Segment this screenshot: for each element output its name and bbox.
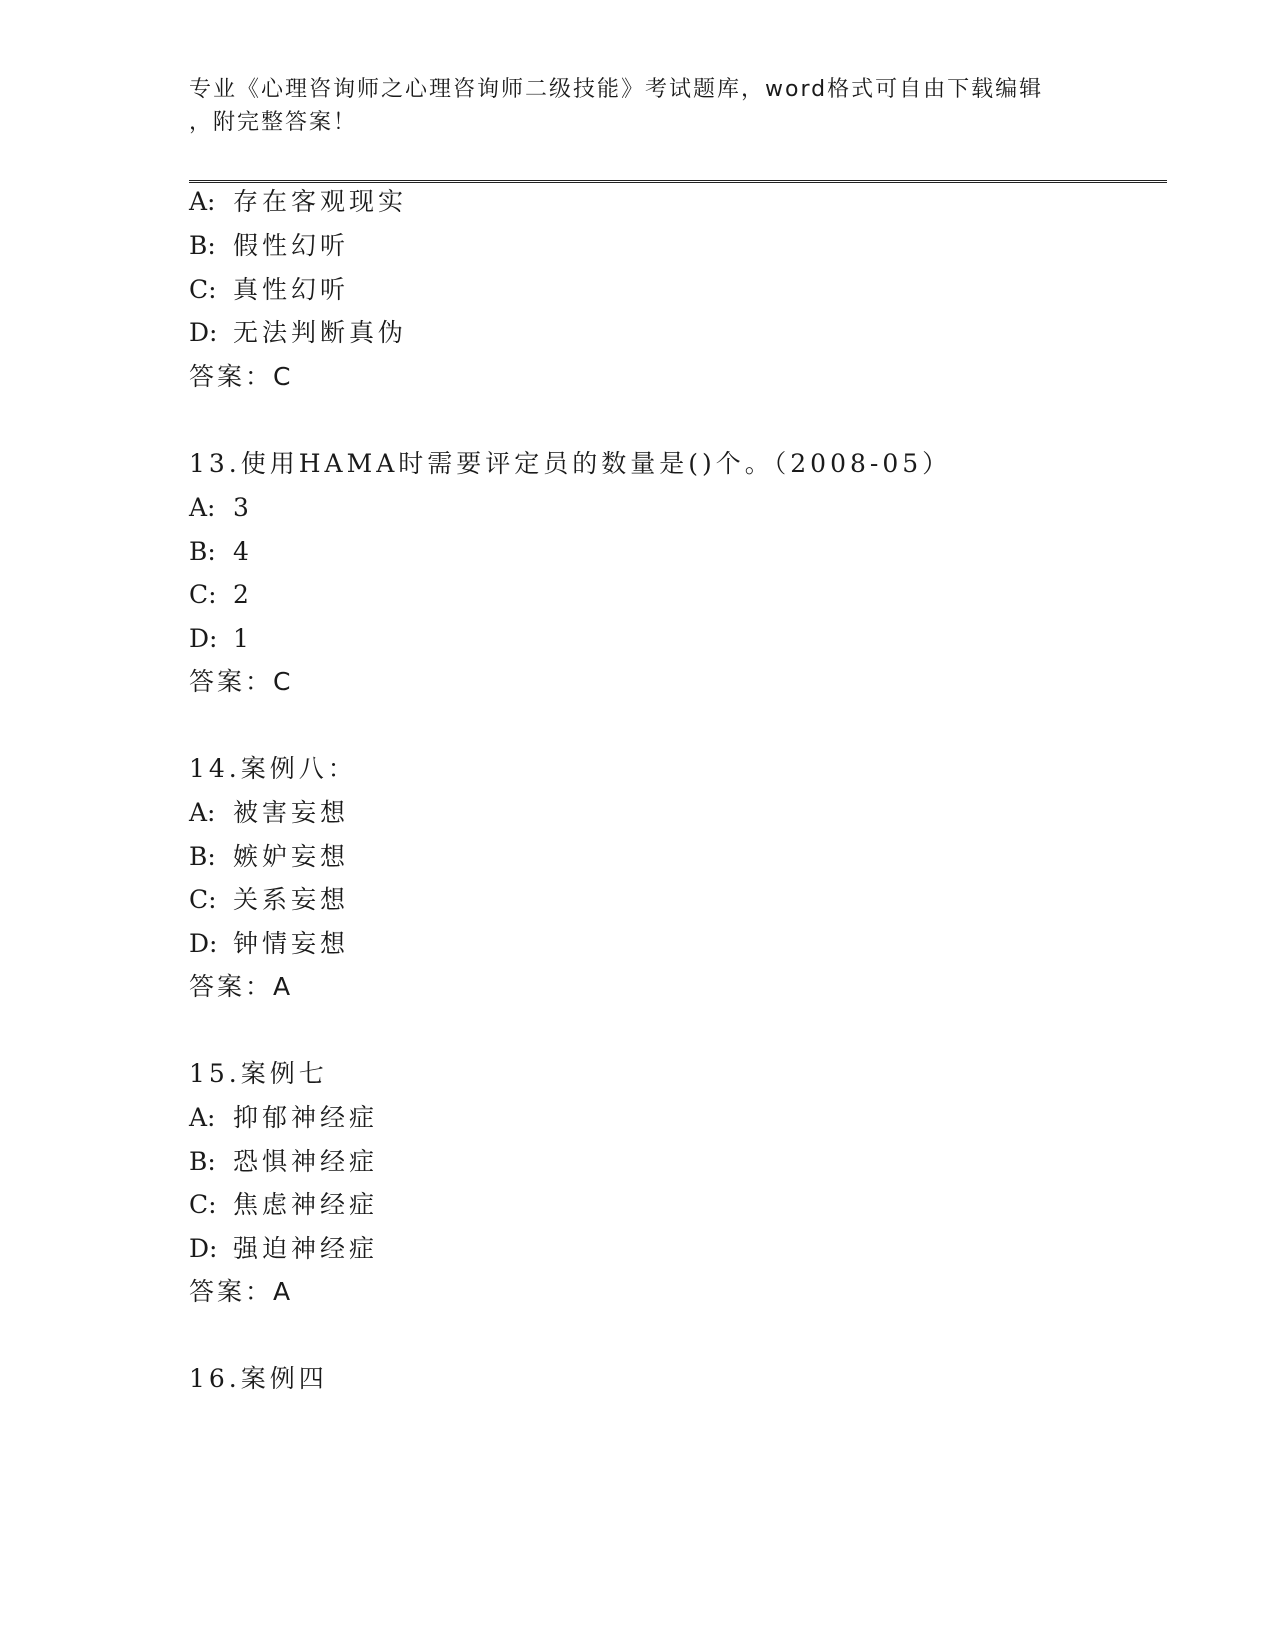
document-header bbox=[189, 73, 1089, 139]
q14-option-d: D: 钟情妄想 bbox=[189, 929, 350, 958]
q12-option-a: A: 存在客观现实 bbox=[189, 187, 408, 216]
q12-option-c: C: 真性幻听 bbox=[189, 275, 350, 304]
q15-answer: 答案：A bbox=[189, 1277, 294, 1306]
q14-option-c: C: 关系妄想 bbox=[189, 885, 350, 914]
q14-question: 14.案例八： bbox=[189, 754, 357, 783]
q13-option-b: B: 4 bbox=[189, 537, 253, 566]
header-line-1: 专业《心理咨询师之心理咨询师二级技能》考试题库，word格式可自由下载编辑 bbox=[189, 77, 1044, 102]
q12-option-d: D: 无法判断真伪 bbox=[189, 318, 408, 347]
q15-option-c: C: 焦虑神经症 bbox=[189, 1190, 379, 1219]
q14-option-b: B: 嫉妒妄想 bbox=[189, 842, 350, 871]
q13-option-d: D: 1 bbox=[189, 624, 253, 653]
q13-question: 13.使用HAMA时需要评定员的数量是()个。（2008-05） bbox=[189, 449, 952, 478]
q15-option-a: A: 抑郁神经症 bbox=[189, 1103, 379, 1132]
q12-option-b: B: 假性幻听 bbox=[189, 231, 350, 260]
q15-option-d: D: 强迫神经症 bbox=[189, 1234, 379, 1263]
q15-option-b: B: 恐惧神经症 bbox=[189, 1147, 379, 1176]
q12-answer: 答案：C bbox=[189, 362, 294, 391]
q14-answer: 答案：A bbox=[189, 972, 294, 1001]
q14-option-a: A: 被害妄想 bbox=[189, 798, 350, 827]
header-divider bbox=[189, 180, 1167, 183]
header-line-2: ，附完整答案！ bbox=[189, 110, 358, 135]
q15-question: 15.案例七 bbox=[189, 1059, 328, 1088]
q13-option-c: C: 2 bbox=[189, 580, 253, 609]
q13-answer: 答案：C bbox=[189, 667, 294, 696]
q16-question: 16.案例四 bbox=[189, 1364, 328, 1393]
q13-option-a: A: 3 bbox=[189, 493, 253, 522]
